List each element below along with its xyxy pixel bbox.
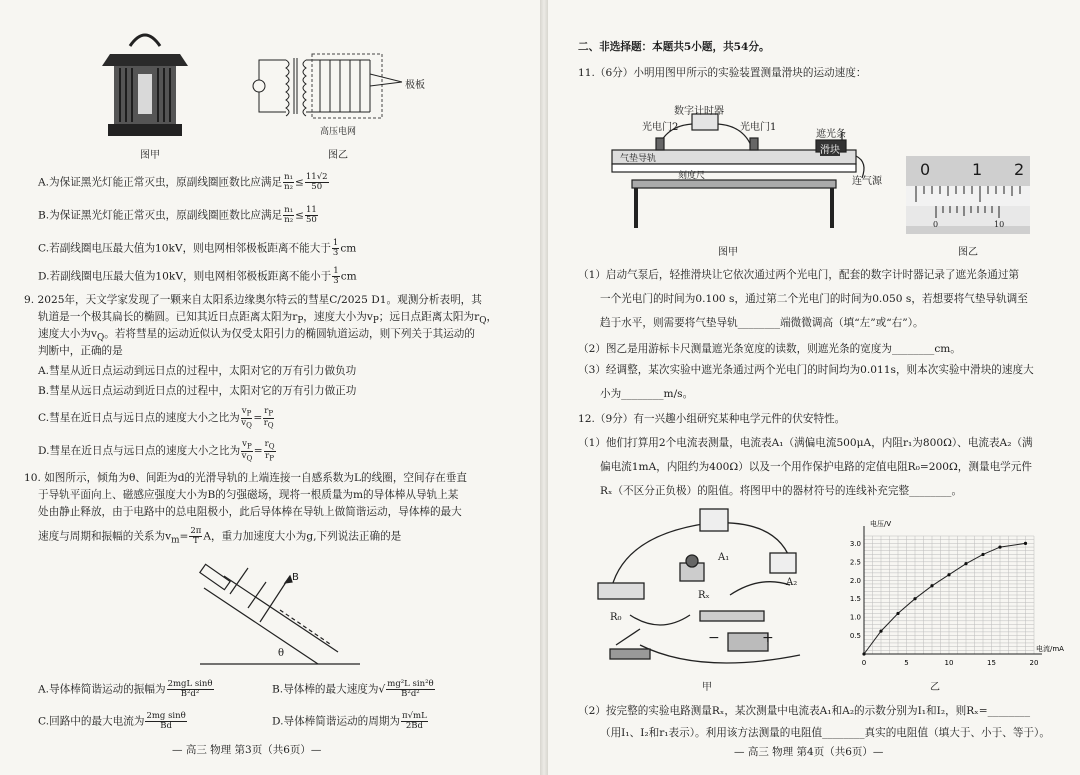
- scale-label: 刻度尺: [678, 171, 706, 181]
- q8-option-a: A.为保证黑光灯能正常灭虫，原副线圈匝数比应满足 $\frac{\text{n₁}}{\text{n₂}}$ ≤ $\frac{11√2}{50}$: [38, 172, 328, 192]
- battery-plus-label: +: [762, 630, 774, 646]
- rx-label: Rₓ: [698, 590, 710, 601]
- field-b-label: B: [292, 572, 299, 583]
- q10-line-4: 速度与周期和振幅的关系为$v_m=$ $\frac{2\pi}{T}$ A，重力加速度大小为g,下列说法正确的是: [38, 526, 402, 546]
- rail-label: 气垫导轨: [620, 154, 657, 164]
- q11-part2: （2）图乙是用游标卡尺测量遮光条宽度的读数，则遮光条的宽度为________cm。: [578, 343, 961, 355]
- data-point: [981, 553, 984, 556]
- data-point: [879, 630, 882, 633]
- q12-part1-line1: （1）他们打算用2个电流表测量，电流表A₁（满偏电流500μA，内阻r₁为800Ω）、电流表A₂（满: [578, 437, 1033, 449]
- circuit-caption: 甲: [702, 682, 712, 693]
- ammeter-a1-label: A₁: [718, 552, 730, 563]
- vernier-main-1: 1: [972, 160, 983, 179]
- q12-part1-line3: Rₓ（不区分正负极）的阻值。将图甲中的器材符号的连线补充完整________。: [600, 485, 963, 497]
- figure-yi-caption: 图乙: [958, 247, 978, 258]
- y-axis-label: 电压/V: [870, 520, 892, 528]
- bug-zapper-figure: [100, 24, 190, 142]
- q8-option-b: B.为保证黑光灯能正常灭虫，原副线圈匝数比应满足 $\frac{\text{n₁}}{\text{n₂}}$ ≤ $\frac{11}{50}$: [38, 205, 317, 225]
- q9-line-2: 轨道是一个极其扁长的椭圆。已知其近日点距离太阳为$r_P$，速度大小为$v_P$；远日点距离太阳为$r_Q$，: [38, 311, 498, 327]
- gate1-label: 光电门1: [740, 122, 777, 133]
- q10-option-b: B.导体棒的最大速度为√ $\frac{\text{mg²L sin²θ}}{\text{B²d²}}$: [272, 679, 434, 699]
- gate2-label: 光电门2: [642, 122, 679, 133]
- right-page: [548, 0, 1080, 775]
- iv-curve-chart: [828, 508, 1064, 670]
- data-point: [1024, 542, 1027, 545]
- q8-option-c: C.若副线圈电压最大值为10kV，则电网相邻极板距离不能大于 $\frac{1}{3}$ cm: [38, 238, 357, 258]
- q8-option-d: D.若副线圈电压最大值为10kV，则电网相邻极板距离不能小于 $\frac{1}{3}$ cm: [38, 266, 357, 286]
- q9-option-b: B.彗星从远日点运动到近日点的过程中，太阳对它的万有引力做正功: [38, 385, 357, 397]
- section-title: 二、非选择题：本题共5小题，共54分。: [578, 41, 770, 53]
- vernier-main-0: 0: [920, 160, 931, 179]
- incline-rail-figure: [190, 560, 380, 670]
- q9-option-a: A.彗星从近日点运动到远日点的过程中，太阳对它的万有引力做负功: [38, 365, 357, 377]
- q12-intro: 12.（9分）有一兴趣小组研究某种电学元件的伏安特性。: [578, 413, 846, 425]
- ammeter-a2-label: A₂: [786, 577, 798, 588]
- r0-label: R₀: [610, 612, 622, 623]
- data-point: [896, 612, 899, 615]
- q11-part3-line1: （3）经调整，某次实验中遮光条通过两个光电门的时间均为0.011s，则本次实验中滑块的速度大: [578, 364, 1034, 376]
- q10-option-d: D.导体棒简谐运动的周期为 $\frac{\pi√mL}{2Bd}$: [272, 711, 427, 731]
- high-voltage-net-label: 高压电网: [320, 127, 357, 137]
- q10-line-1: 10. 如图所示，倾角为θ、间距为d的光滑导轨的上端连接一自感系数为L的线圈，空间存在垂直: [24, 472, 467, 484]
- y-tick-label: 0.5: [849, 632, 861, 641]
- plate-label: 极板: [405, 80, 425, 91]
- figure-a-caption: 图甲: [140, 150, 160, 161]
- q11-part1-line1: （1）启动气泵后，轻推滑块让它依次通过两个光电门，配套的数字计时器记录了遮光条通过第: [578, 269, 1020, 281]
- q10-option-a: A.导体棒简谐运动的振幅为 $\frac{\text{2mgL sinθ}}{\text{B²d²}}$: [38, 679, 213, 699]
- strip-label: 遮光条: [816, 129, 846, 140]
- y-tick-label: 2.5: [849, 558, 861, 567]
- q9-option-d: D.彗星在近日点与远日点的速度大小之比为 $\frac{v_P}{v_Q}$ = $\frac{r_Q}{r_P}$: [38, 439, 275, 463]
- data-point: [947, 573, 950, 576]
- air-source-label: 连气源: [852, 176, 882, 187]
- data-point: [862, 652, 865, 655]
- figure-b-caption: 图乙: [328, 150, 348, 161]
- x-axis-label: 电流/mA: [1036, 645, 1064, 653]
- y-tick-label: 1.5: [849, 595, 861, 604]
- data-point: [913, 597, 916, 600]
- q9-line-3: 速度大小为$v_Q$。若将彗星的运动近似认为仅受太阳引力的椭圆轨道运动，则下列关于其运动的: [38, 328, 475, 344]
- y-tick-label: 2.0: [849, 576, 861, 585]
- right-page-footer: — 高三 物理 第4页（共6页）—: [734, 746, 884, 758]
- x-tick-label: 5: [904, 659, 909, 667]
- q12-part2-line1: （2）按完整的实验电路测量Rₓ，某次测量中电流表A₁和A₂的示数分别为I₁和I₂，则Rₓ=________: [578, 705, 1030, 717]
- slider-label: 滑块: [820, 141, 840, 156]
- vernier-main-2: 2: [1014, 160, 1025, 179]
- data-point: [998, 545, 1001, 548]
- page-gutter: [540, 0, 548, 775]
- x-tick-label: 0: [861, 659, 867, 667]
- transformer-net-figure: [250, 50, 430, 122]
- vernier-sub-10: 10: [994, 220, 1005, 229]
- q11-part1-line2: 一个光电门的时间为0.100 s，通过第二个光电门的时间为0.050 s，若想要将气垫导轨调至: [600, 293, 1028, 305]
- x-tick-label: 10: [944, 659, 954, 667]
- q9-line-4: 判断中，正确的是: [38, 345, 123, 357]
- y-tick-label: 1.0: [849, 613, 861, 622]
- q10-line-2: 于导轨平面向上、磁感应强度大小为B的匀强磁场，现将一根质量为m的导体棒从导轨上某: [38, 489, 459, 501]
- y-tick-label: 3.0: [849, 539, 861, 548]
- battery-minus-label: −: [708, 630, 720, 646]
- data-point: [930, 584, 933, 587]
- x-tick-label: 15: [987, 659, 996, 667]
- timer-label: 数字计时器: [674, 106, 724, 117]
- left-page-footer: — 高三 物理 第3页（共6页）—: [172, 744, 322, 756]
- q11-part1-line3: 趋于水平，则需要将气垫导轨________端微微调高（填“左”或“右”）。: [600, 317, 924, 329]
- q10-option-c: C.回路中的最大电流为 $\frac{\text{2mg sinθ}}{Bd}$: [38, 711, 186, 731]
- q12-part1-line2: 偏电流1mA，内阻约为400Ω）以及一个用作保护电路的定值电阻R₀=200Ω，测量电学元件: [600, 461, 1032, 473]
- q9-option-c: C.彗星在近日点与远日点的速度大小之比为 $\frac{v_P}{v_Q}$ = $\frac{r_P}{r_Q}$: [38, 406, 274, 430]
- vernier-sub-0: 0: [933, 220, 939, 229]
- q11-part3-line2: 小为________m/s。: [600, 388, 694, 400]
- angle-theta-label: θ: [278, 648, 285, 659]
- x-tick-label: 20: [1029, 659, 1039, 667]
- data-point: [964, 562, 967, 565]
- q10-line-3: 处由静止释放，由于电路中的总电阻极小，此后导体棒在导轨上做简谐运动，导体棒的最大: [38, 506, 462, 518]
- q12-part2-line2: （用I₁、I₂和r₁表示）。利用该方法测量的电阻值________真实的电阻值（填大于、小于、等于）。: [600, 727, 1050, 739]
- chart-caption: 乙: [930, 682, 940, 693]
- figure-jia-caption: 图甲: [718, 247, 738, 258]
- q9-line-1: 9. 2025年，天文学家发现了一颗来自太阳系边缘奥尔特云的彗星C/2025 D1。观测分析表明，其: [24, 294, 482, 306]
- q11-intro: 11.（6分）小明用图甲所示的实验装置测量滑块的运动速度：: [578, 67, 867, 79]
